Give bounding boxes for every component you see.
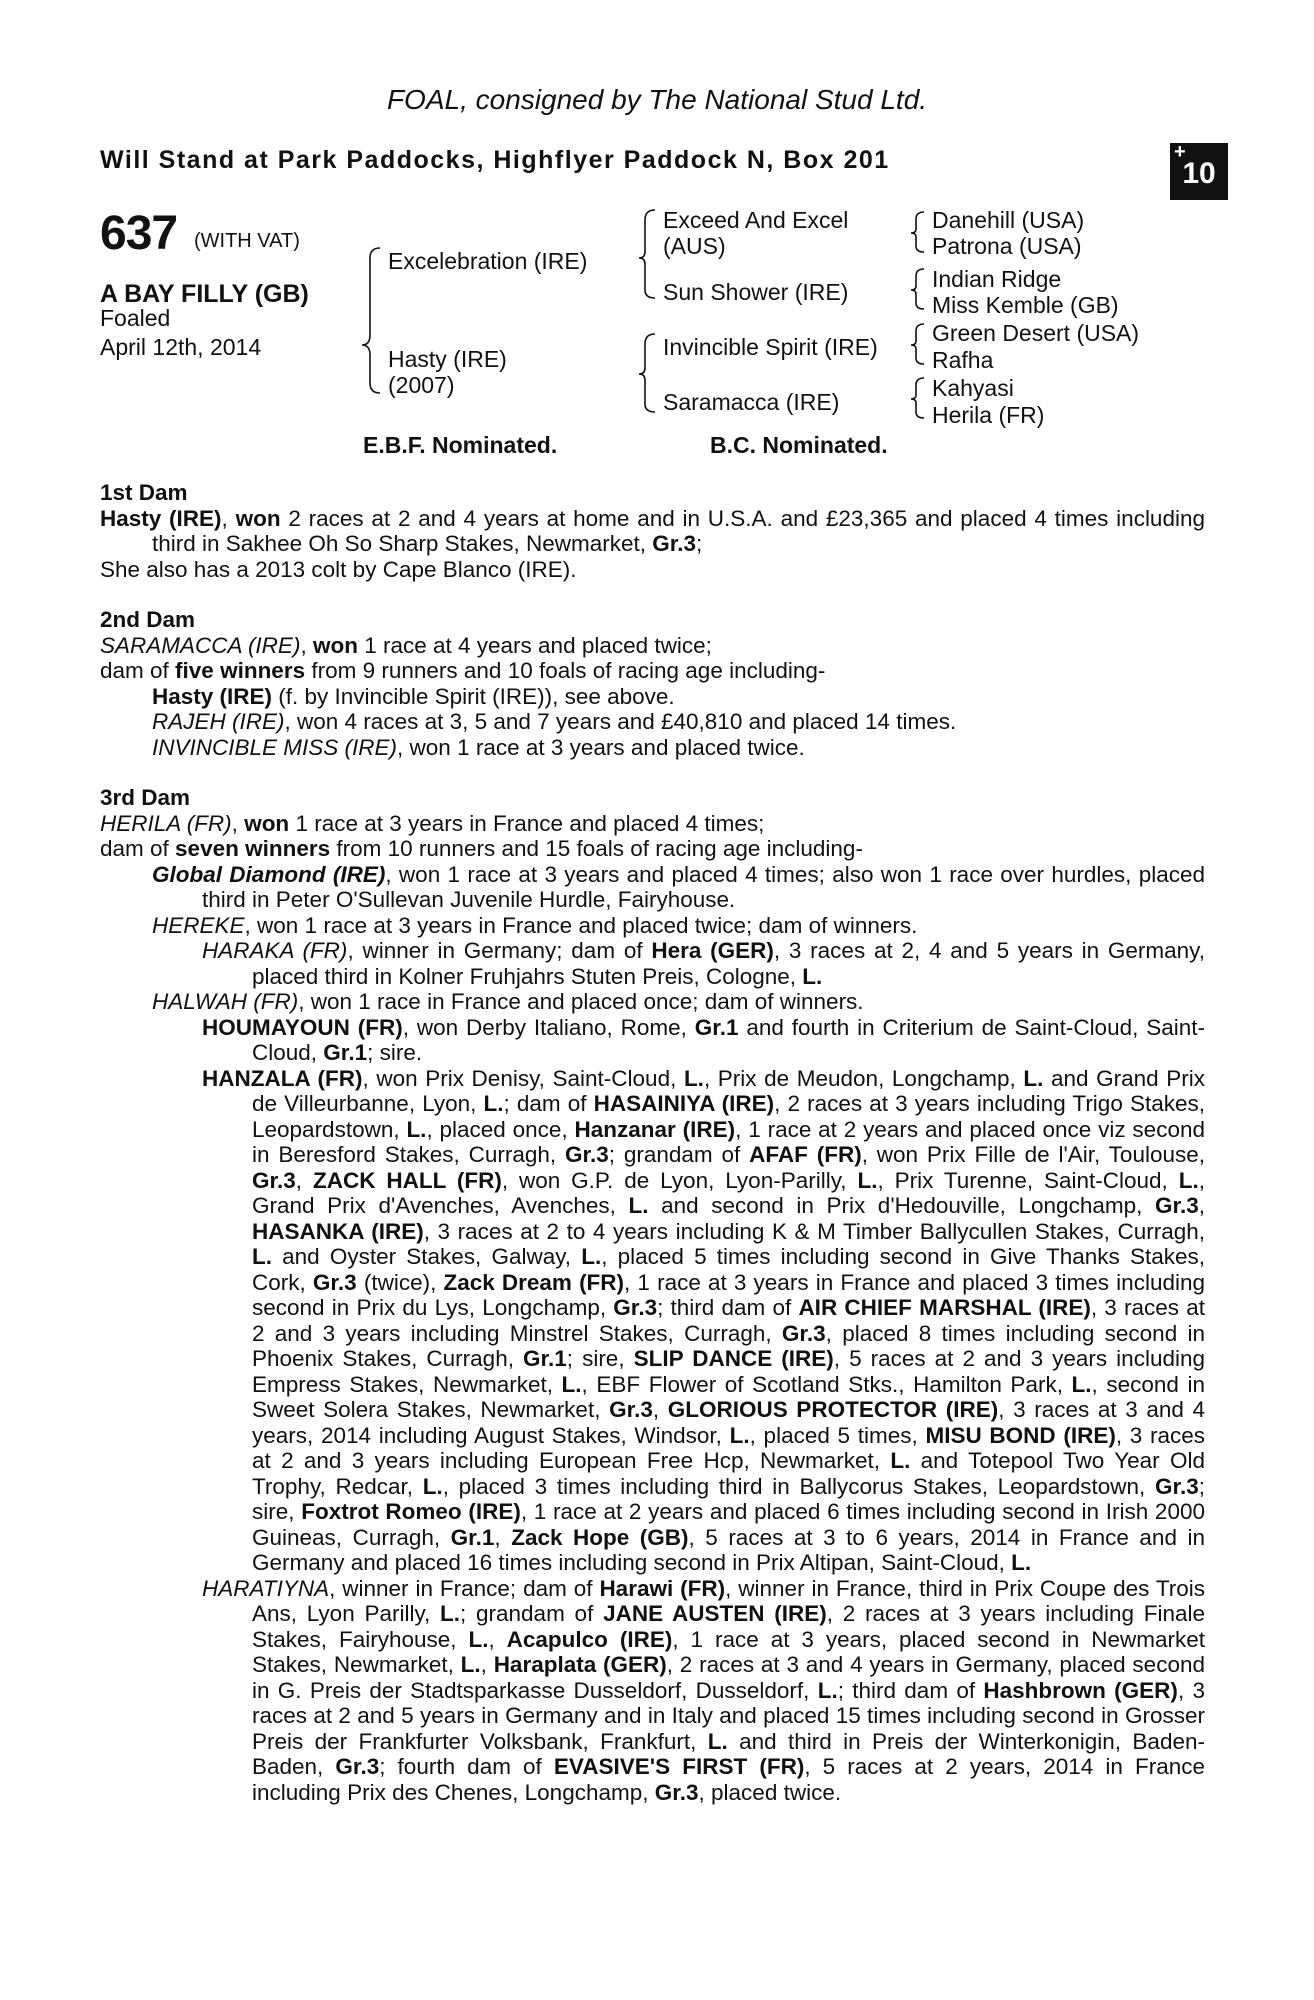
- dam-dam-name: Saramacca (IRE): [663, 389, 840, 415]
- lot-badge: [1170, 143, 1228, 200]
- grandsire-2: Patrona (USA): [932, 233, 1082, 259]
- pedigree-bracket-g4: [0, 0, 1, 1]
- second-dam-foal-1: Hasty (IRE) (f. by Invincible Spirit (IRE)), see above.: [152, 683, 675, 709]
- sire-dam-name: Sun Shower (IRE): [663, 279, 849, 305]
- third-dam-foal-1: Global Diamond (IRE), won 1 race at 3 years and placed 4 times; also won 1 race over hurdles, placed third in Peter O'Sullevan Juvenile Hurdle, Fairyhouse.: [152, 861, 1205, 912]
- third-dam-grandfoal-2: HOUMAYOUN (FR), won Derby Italiano, Rome, Gr.1 and fourth in Criterium de Saint-Cloud, Saint-Cloud, Gr.1; sire.: [202, 1014, 1205, 1065]
- dam-year: (2007): [388, 372, 455, 398]
- ebf-nominated: E.B.F. Nominated.: [363, 432, 558, 458]
- third-dam-foal-2: HEREKE, won 1 race at 3 years in France and placed twice; dam of winners.: [152, 912, 918, 938]
- grandsire-6: Rafha: [932, 347, 994, 373]
- third-dam-produce: dam of seven winners from 10 runners and 15 foals of racing age including-: [100, 836, 863, 861]
- dam-sire-name: Invincible Spirit (IRE): [663, 334, 878, 360]
- grandsire-4: Miss Kemble (GB): [932, 292, 1119, 318]
- third-dam-record: HERILA (FR), won 1 race at 3 years in France and placed 4 times;: [100, 810, 765, 836]
- dam-name: Hasty (IRE): [388, 346, 507, 372]
- sire-name: Excelebration (IRE): [388, 248, 588, 274]
- catalogue-subtitle: FOAL, consigned by The National Stud Ltd.: [386, 84, 928, 115]
- second-dam-foal-3: INVINCIBLE MISS (IRE), won 1 race at 3 years and placed twice.: [152, 734, 805, 760]
- horse-description: A BAY FILLY (GB): [100, 280, 309, 308]
- first-dam-note: She also has a 2013 colt by Cape Blanco (IRE).: [100, 556, 577, 582]
- first-dam-record: Hasty (IRE), won 2 races at 2 and 4 years at home and in U.S.A. and £23,365 and placed 4 times including third in Sakhee Oh So Sharp Stakes, Newmarket, Gr.3;: [100, 505, 1205, 556]
- sire-sire-name: Exceed And Excel: [663, 207, 849, 233]
- second-dam-foal-2: RAJEH (IRE), won 4 races at 3, 5 and 7 years and £40,810 and placed 14 times.: [152, 709, 957, 734]
- second-dam-heading: 2nd Dam: [100, 607, 196, 632]
- third-dam-grandfoal-3: HANZALA (FR), won Prix Denisy, Saint-Cloud, L., Prix de Meudon, Longchamp, L. and Grand Prix de Villeurbanne, Lyon, L.; dam of HASAINIYA (IRE), 2 races at 3 years including Trigo Stakes, Leopardstown, L., placed once, Hanzanar (IRE), 1 race at 2 years and placed once viz second in Beresford Stakes, Curragh, Gr.3; grandam of AFAF (FR), won Prix Fille de l'Air, Toulouse, Gr.3, ZACK HALL (FR), won G.P. de Lyon, Lyon-Parilly, L., Prix Turenne, Saint-Cloud, L., Grand Prix d'Avenches, Avenches, L. and second in Prix d'Hedouville, Longchamp, Gr.3, HASANKA (IRE), 3 races at 2 to 4 years including K & M Timber Ballycullen Stakes, Curragh, L. and Oyster Stakes, Galway, L., placed 5 times including second in Give Thanks Stakes, Cork, Gr.3 (twice), Zack Dream (FR), 1 race at 3 years in France and placed 3 times including second in Prix du Lys, Longchamp, Gr.3; third dam of AIR CHIEF MARSHAL (IRE), 3 races at 2 and 3 years including Minstrel Stakes, Curragh, Gr.3, placed 8 times including second in Phoenix Stakes, Curragh, Gr.1; sire, SLIP DANCE (IRE), 5 races at 2 and 3 years including Empress Stakes, Newmarket, L., EBF Flower of Scotland Stks., Hamilton Park, L., second in Sweet Solera Stakes, Newmarket, Gr.3, GLORIOUS PROTECTOR (IRE), 3 races at 3 and 4 years, 2014 including August Stakes, Windsor, L., placed 5 times, MISU BOND (IRE), 3 races at 2 and 3 years including European Free Hcp, Newmarket, L. and Totepool Two Year Old Trophy, Redcar, L., placed 3 times including third in Ballycorus Stakes, Leopardstown, Gr.3; sire, Foxtrot Romeo (IRE), 1 race at 2 years and placed 6 times including second in Irish 2000 Guineas, Curragh, Gr.1, Zack Hope (GB), 5 races at 3 to 6 years, 2014 in France and in Germany and placed 16 times including second in Prix Altipan, Saint-Cloud, L.: [202, 1065, 1206, 1575]
- bc-nominated: B.C. Nominated.: [710, 432, 888, 458]
- vat-note: (WITH VAT): [194, 230, 300, 252]
- second-dam-record: SARAMACCA (IRE), won 1 race at 4 years and placed twice;: [100, 632, 712, 658]
- badge-plus: +: [1174, 141, 1186, 163]
- catalogue-body: [100, 480, 1205, 1805]
- grandsire-1: Danehill (USA): [932, 207, 1085, 233]
- grandsire-7: Kahyasi: [932, 375, 1014, 401]
- third-dam-heading: 3rd Dam: [100, 785, 191, 810]
- foaled-label: Foaled: [100, 305, 171, 331]
- third-dam-grandfoal-4: HARATIYNA, winner in France; dam of Harawi (FR), winner in France, third in Prix Coupe des Trois Ans, Lyon Parilly, L.; grandam of JANE AUSTEN (IRE), 2 races at 3 years including Finale Stakes, Fairyhouse, L., Acapulco (IRE), 1 race at 3 years, placed second in Newmarket Stakes, Newmarket, L., Haraplata (GER), 2 races at 3 and 4 years in Germany, placed second in G. Preis der Stadtsparkasse Dusseldorf, Dusseldorf, L.; third dam of Hashbrown (GER), 3 races at 2 and 5 years in Germany and in Italy and placed 15 times including second in Grosser Preis der Frankfurter Volksbank, Frankfurt, L. and third in Preis der Winterkonigin, Baden-Baden, Gr.3; fourth dam of EVASIVE'S FIRST (FR), 5 races at 2 years, 2014 in France including Prix des Chenes, Longchamp, Gr.3, placed twice.: [202, 1575, 1206, 1805]
- sire-sire-country: (AUS): [663, 233, 726, 259]
- foaled-date: April 12th, 2014: [100, 334, 262, 360]
- badge-number: 10: [1182, 157, 1216, 190]
- lot-number: 637: [100, 207, 178, 260]
- stand-location: Will Stand at Park Paddocks, Highflyer Paddock N, Box 201: [100, 146, 890, 174]
- second-dam-produce: dam of five winners from 9 runners and 10 foals of racing age including-: [100, 658, 826, 683]
- third-dam-foal-3: HALWAH (FR), won 1 race in France and placed once; dam of winners.: [152, 989, 864, 1014]
- third-dam-grandfoal-1: HARAKA (FR), winner in Germany; dam of Hera (GER), 3 races at 2, 4 and 5 years in Germany, placed third in Kolner Fruhjahrs Stuten Preis, Cologne, L.: [202, 938, 1205, 989]
- grandsire-3: Indian Ridge: [932, 266, 1062, 292]
- grandsire-8: Herila (FR): [932, 402, 1045, 428]
- grandsire-5: Green Desert (USA): [932, 320, 1140, 346]
- first-dam-heading: 1st Dam: [100, 480, 188, 505]
